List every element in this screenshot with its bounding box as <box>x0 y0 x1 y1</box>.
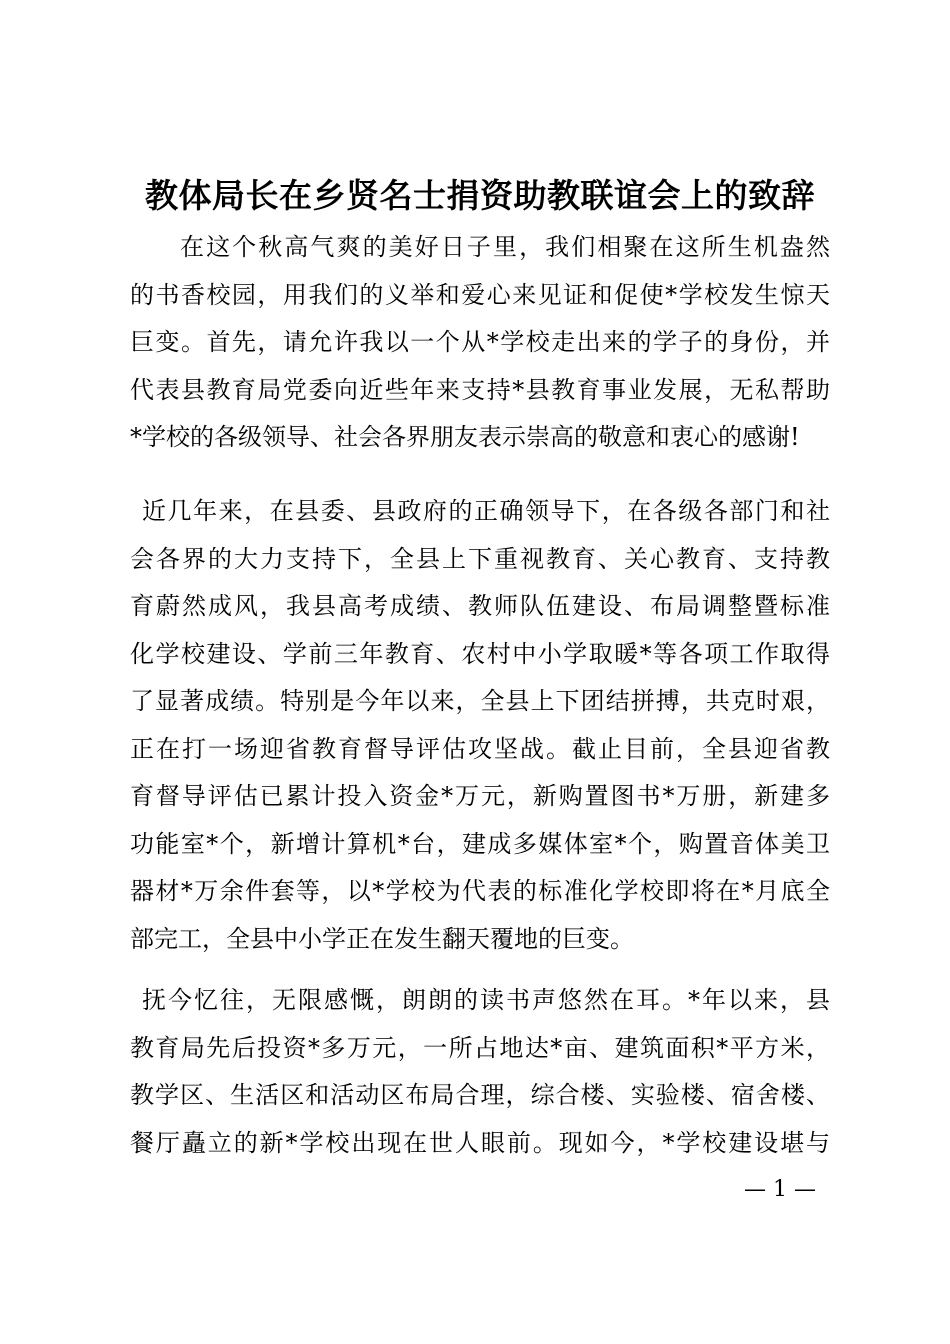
paragraph-line: 餐厅矗立的新*学校出现在世人眼前。现如今，*学校建设堪与 <box>130 1128 830 1157</box>
paragraph-line: 代表县教育局党委向近些年来支持*县教育事业发展，无私帮助 <box>130 375 830 404</box>
paragraph-line: 教学区、生活区和活动区布局合理，综合楼、实验楼、宿舍楼、 <box>130 1081 830 1109</box>
page-number: — 1 — <box>744 1177 816 1202</box>
paragraph-line: 近几年来，在县委、县政府的正确领导下，在各级各部门和社 <box>142 497 830 525</box>
paragraph-1 <box>130 224 830 462</box>
paragraph-line: 器材*万余件套等，以*学校为代表的标准化学校即将在*月底全 <box>130 877 830 905</box>
document-title: 教体局长在乡贤名士捐资助教联谊会上的致辞 <box>145 176 815 215</box>
paragraph-line: 教育局先后投资*多万元，一所占地达*亩、建筑面积*平方米， <box>130 1033 830 1062</box>
paragraph-line: 部完工，全县中小学正在发生翻天覆地的巨变。 <box>130 924 634 953</box>
paragraph-line: 了显著成绩。特别是今年以来，全县上下团结拼搏，共克时艰， <box>130 687 830 715</box>
paragraph-line: 育蔚然成风，我县高考成绩、教师队伍建设、布局调整暨标准 <box>130 592 830 620</box>
paragraph-line: *学校的各级领导、社会各界朋友表示崇高的敬意和衷心的感谢! <box>130 423 800 451</box>
paragraph-line: 化学校建设、学前三年教育、农村中小学取暖*等各项工作取得 <box>130 639 830 668</box>
paragraph-line: 正在打一场迎省教育督导评估攻坚战。截止目前，全县迎省教 <box>130 734 830 763</box>
paragraph-line: 巨变。首先，请允许我以一个从*学校走出来的学子的身份，并 <box>130 328 830 356</box>
paragraph-line: 抚今忆往，无限感慨，朗朗的读书声悠然在耳。*年以来，县 <box>142 986 830 1014</box>
paragraph-line: 功能室*个，新增计算机*台，建成多媒体室*个，购置音体美卫 <box>130 829 830 858</box>
paragraph-3 <box>130 977 830 1167</box>
paragraph-line: 在这个秋高气爽的美好日子里，我们相聚在这所生机盎然 <box>180 233 830 261</box>
paragraph-line: 的书香校园，用我们的义举和爱心来见证和促使*学校发生惊天 <box>130 280 830 309</box>
paragraph-2 <box>130 488 830 963</box>
paragraph-line: 育督导评估已累计投入资金*万元，新购置图书*万册，新建多 <box>130 782 830 810</box>
paragraph-line: 会各界的大力支持下，全县上下重视教育、关心教育、支持教 <box>130 544 830 573</box>
